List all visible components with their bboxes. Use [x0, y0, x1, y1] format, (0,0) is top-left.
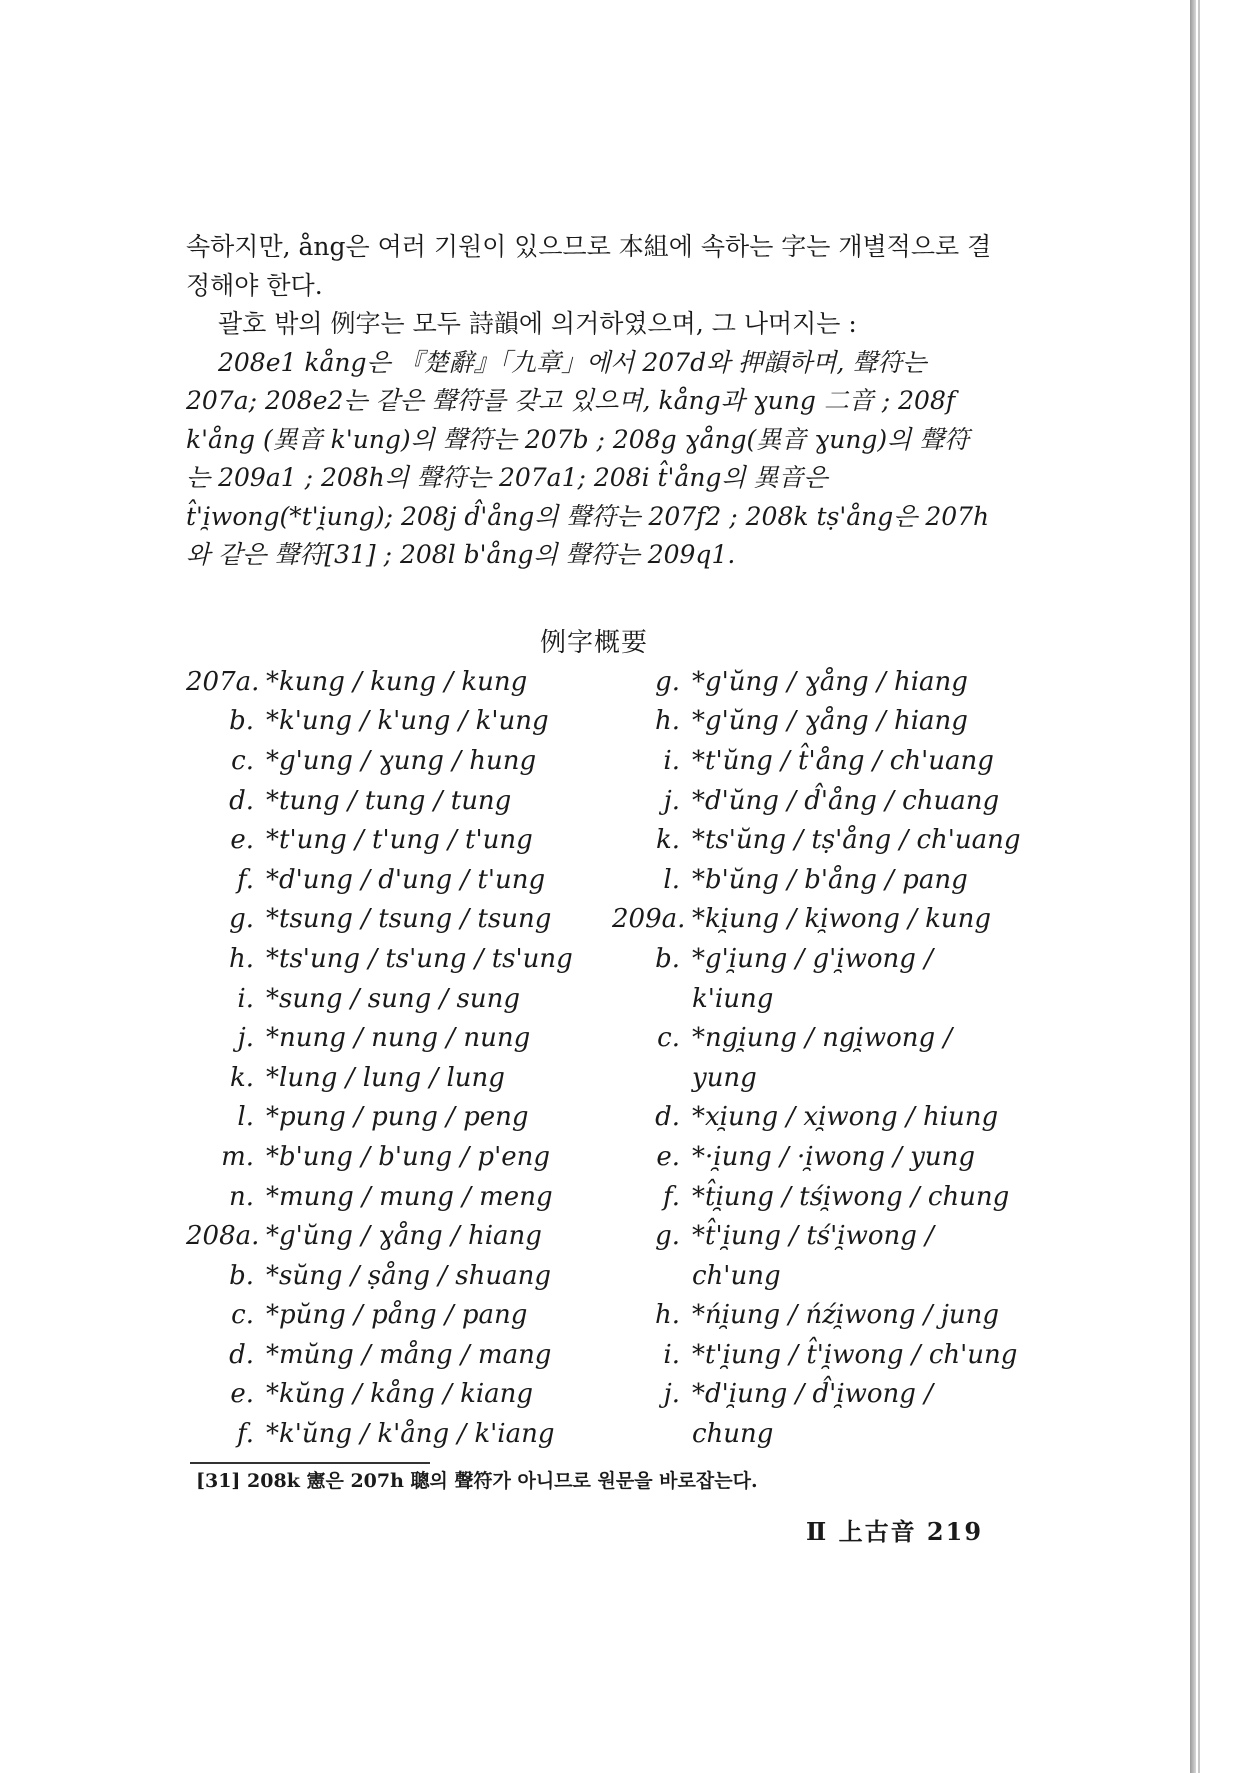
example-entry — [612, 1375, 1032, 1415]
entry-key: h. — [654, 1300, 680, 1331]
example-entry — [612, 1216, 1032, 1256]
entry-reconstruction: chung — [692, 1419, 774, 1450]
entry-reconstruction: *ts'ŭng / tṣ'ång / ch'uang — [692, 825, 1021, 856]
example-entry — [612, 860, 1032, 900]
entry-key: i. — [663, 1339, 680, 1370]
entry-key: d. — [229, 1339, 254, 1370]
entry-key: l. — [237, 1102, 254, 1133]
entry-reconstruction: *sŭng / ṣång / shuang — [266, 1260, 552, 1291]
example-entry — [186, 900, 606, 940]
entry-reconstruction: *tung / tung / tung — [266, 785, 512, 816]
entry-key: e. — [230, 825, 254, 856]
entry-key: h. — [654, 706, 680, 737]
example-entry — [186, 1137, 606, 1177]
example-list-right — [612, 662, 1032, 1454]
section-title: 例字概要 — [540, 628, 649, 658]
entry-reconstruction: *g'ŭng / ɣång / hiang — [692, 666, 968, 697]
entry-reconstruction: *lung / lung / lung — [266, 1062, 505, 1093]
entry-reconstruction: *sung / sung / sung — [266, 983, 521, 1014]
entry-key: k. — [655, 825, 680, 856]
entry-key: f. — [663, 1181, 680, 1212]
entry-reconstruction: *ngi̯ung / ngi̯wong / — [692, 1023, 953, 1054]
body-text — [186, 228, 992, 575]
entry-reconstruction: *pŭng / pång / pang — [266, 1300, 528, 1331]
entry-key: d. — [229, 785, 254, 816]
example-entry — [186, 1335, 606, 1375]
entry-reconstruction: *d'ung / d'ung / t'ung — [266, 864, 546, 895]
example-entry — [186, 1098, 606, 1138]
example-entry — [186, 860, 606, 900]
paragraph-3: 208e1 kång은 『楚辭』「九章」에서 207d와 押韻하며, 聲符는 207a; 208e2는 같은 聲符를 갖고 있으며, kång과 ɣung 二音 ; 208f k'ång (異音 k'ung)의 聲符는 207b ; 208g ɣång(異音 ɣung)의 聲符는 209a1 ; 208h의 聲符는 207a1; 208i t̂'ång의 異音은 t̂'i̯wong(*t'i̯ung); 208j d̂'ång의 聲符는 207f2 ; 208k tṣ'ång은 207h와 같은 聲符[31] ; 208l b'ång의 聲符는 209q1. — [186, 347, 990, 569]
entry-reconstruction: *t'i̯ung / t̂'i̯wong / ch'ung — [692, 1339, 1018, 1370]
example-entry — [186, 1256, 606, 1296]
example-entry — [612, 1414, 1032, 1454]
example-list-left — [186, 662, 606, 1454]
entry-reconstruction: *t'ung / t'ung / t'ung — [266, 825, 533, 856]
example-entry — [186, 662, 606, 702]
example-entry — [186, 781, 606, 821]
paragraph-2: 괄호 밖의 例字는 모두 詩韻에 의거하였으며, 그 나머지는 : — [218, 309, 857, 338]
example-entry — [612, 662, 1032, 702]
entry-key: b. — [229, 1260, 254, 1291]
example-entry — [186, 820, 606, 860]
entry-key: n. — [228, 1181, 254, 1212]
example-entry — [612, 1018, 1032, 1058]
entry-reconstruction: *pung / pung / peng — [266, 1102, 529, 1133]
entry-reconstruction: *mŭng / mång / mang — [266, 1339, 552, 1370]
example-entry — [612, 979, 1032, 1019]
entry-reconstruction: *xi̯ung / xi̯wong / hiung — [692, 1102, 999, 1133]
example-entry — [612, 900, 1032, 940]
entry-key: l. — [663, 864, 680, 895]
entry-key: g. — [655, 666, 680, 697]
example-entry — [612, 781, 1032, 821]
example-entry — [186, 1296, 606, 1336]
footnote: [31] 208k 憲은 207h 聰의 聲符가 아니므로 원문을 바로잡는다. — [196, 1470, 758, 1492]
entry-key: b. — [229, 706, 254, 737]
entry-key: g. — [655, 1221, 680, 1252]
entry-reconstruction: *ki̯ung / ki̯wong / kung — [692, 904, 992, 935]
page-edge-inner — [1198, 0, 1200, 1773]
entry-key: c. — [657, 1023, 680, 1054]
example-entry — [612, 1098, 1032, 1138]
entry-key: j. — [663, 785, 680, 816]
page-edge — [1190, 0, 1196, 1773]
example-entry — [186, 1018, 606, 1058]
example-entry — [612, 1177, 1032, 1217]
example-entry — [612, 939, 1032, 979]
entry-reconstruction: *b'ung / b'ung / p'eng — [266, 1141, 550, 1172]
entry-key: d. — [655, 1102, 680, 1133]
example-entry — [186, 1414, 606, 1454]
entry-key: j. — [237, 1023, 254, 1054]
entry-reconstruction: *mung / mung / meng — [266, 1181, 553, 1212]
entry-reconstruction: *ńi̯ung / ńźi̯wong / jung — [692, 1300, 1000, 1331]
entry-key: e. — [230, 1379, 254, 1410]
entry-key: f. — [237, 864, 254, 895]
example-entry — [186, 939, 606, 979]
entry-key: i. — [663, 745, 680, 776]
example-entry — [612, 1335, 1032, 1375]
example-entry — [186, 1375, 606, 1415]
entry-key: h. — [228, 943, 254, 974]
entry-reconstruction: *t'ŭng / t̂'ång / ch'uang — [692, 745, 994, 776]
entry-reconstruction: *nung / nung / nung — [266, 1023, 531, 1054]
example-entry — [612, 820, 1032, 860]
example-entry — [186, 1058, 606, 1098]
footnote-rule — [190, 1462, 430, 1464]
entry-key: f. — [237, 1419, 254, 1450]
running-footer: Ⅱ 上古音 219 — [806, 1517, 984, 1546]
entry-key: 209a. — [612, 904, 686, 935]
example-entry — [612, 702, 1032, 742]
example-entry — [612, 1137, 1032, 1177]
entry-reconstruction: *·i̯ung / ·i̯wong / yung — [692, 1141, 975, 1172]
entry-key: e. — [656, 1141, 680, 1172]
entry-reconstruction: *k'ŭng / k'ång / k'iang — [266, 1419, 555, 1450]
entry-reconstruction: *t̂i̯ung / tśi̯wong / chung — [692, 1181, 1010, 1212]
entry-key: k. — [229, 1062, 254, 1093]
example-entry — [612, 1296, 1032, 1336]
entry-reconstruction: *k'ung / k'ung / k'ung — [266, 706, 549, 737]
entry-reconstruction: k'iung — [692, 983, 774, 1014]
example-entry — [612, 1058, 1032, 1098]
entry-key: j. — [663, 1379, 680, 1410]
entry-reconstruction: yung — [692, 1062, 757, 1093]
entry-key: c. — [231, 745, 254, 776]
entry-reconstruction: ch'ung — [692, 1260, 781, 1291]
entry-reconstruction: *kung / kung / kung — [266, 666, 528, 697]
example-entry — [612, 741, 1032, 781]
entry-key: 208a. — [186, 1221, 260, 1252]
example-entry — [186, 702, 606, 742]
entry-reconstruction: *t̂'i̯ung / tś'i̯wong / — [692, 1221, 934, 1252]
entry-key: b. — [655, 943, 680, 974]
paragraph-1: 속하지만, ång은 여러 기원이 있으므로 本組에 속하는 字는 개별적으로 결정해야 한다. — [186, 232, 992, 300]
entry-key: 207a. — [186, 666, 260, 697]
entry-reconstruction: *g'ŭng / ɣång / hiang — [692, 706, 968, 737]
entry-reconstruction: *d'ŭng / d̂'ång / chuang — [692, 785, 1000, 816]
entry-reconstruction: *g'ŭng / ɣång / hiang — [266, 1221, 542, 1252]
entry-reconstruction: *tsung / tsung / tsung — [266, 904, 552, 935]
entry-reconstruction: *ts'ung / ts'ung / ts'ung — [266, 943, 573, 974]
entry-key: c. — [231, 1300, 254, 1331]
example-entry — [186, 1216, 606, 1256]
entry-reconstruction: *b'ŭng / b'ång / pang — [692, 864, 968, 895]
entry-reconstruction: *g'ung / ɣung / hung — [266, 745, 537, 776]
entry-reconstruction: *g'i̯ung / g'i̯wong / — [692, 943, 933, 974]
example-entry — [186, 741, 606, 781]
entry-key: g. — [229, 904, 254, 935]
entry-key: i. — [237, 983, 254, 1014]
example-entry — [186, 979, 606, 1019]
example-entry — [612, 1256, 1032, 1296]
entry-key: m. — [221, 1141, 254, 1172]
entry-reconstruction: *d'i̯ung / d̂'i̯wong / — [692, 1379, 933, 1410]
example-entry — [186, 1177, 606, 1217]
entry-reconstruction: *kŭng / kång / kiang — [266, 1379, 534, 1410]
